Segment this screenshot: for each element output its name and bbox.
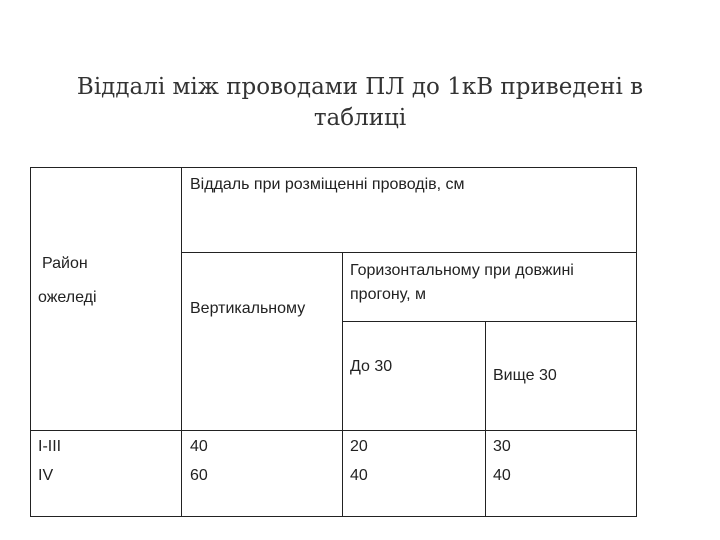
table-border-right: [636, 167, 637, 517]
header-region-line-2: ожеледі: [38, 289, 97, 306]
distance-table: [30, 167, 637, 517]
row-2-region: IV: [38, 467, 54, 484]
row-1-up-to-30: 20: [350, 438, 368, 455]
table-border-top: [30, 167, 637, 168]
header-horizontal-line-1: Горизонтальному при довжині: [350, 262, 574, 279]
row-1-region: I-III: [38, 438, 62, 455]
row-1-vertical: 40: [190, 438, 208, 455]
row-2-up-to-30: 40: [350, 467, 368, 484]
slide-title: [40, 72, 680, 134]
row-2-vertical: 60: [190, 467, 208, 484]
slide-title-line-1: Віддалі між проводами ПЛ до 1кВ приведені в: [76, 74, 644, 100]
divider-under-distance-header: [181, 252, 637, 253]
table-border-left: [30, 167, 31, 517]
divider-vertical-column: [342, 252, 343, 517]
header-horizontal-line-2: прогону, м: [350, 286, 426, 303]
header-up-to-30: До 30: [350, 358, 393, 375]
header-distance: Віддаль при розміщенні проводів, см: [190, 176, 465, 193]
row-2-above-30: 40: [493, 467, 511, 484]
divider-under-horizontal-header: [342, 321, 637, 322]
header-vertical: Вертикальному: [190, 300, 306, 317]
header-region-line-1: Район: [42, 255, 88, 272]
table-border-bottom: [30, 516, 637, 517]
header-above-30: Вище 30: [493, 367, 557, 384]
divider-region-column: [181, 167, 182, 517]
slide-title-line-2: таблиці: [313, 105, 407, 131]
divider-under-header: [30, 430, 637, 431]
divider-up-to-30-column: [485, 321, 486, 517]
row-1-above-30: 30: [493, 438, 511, 455]
